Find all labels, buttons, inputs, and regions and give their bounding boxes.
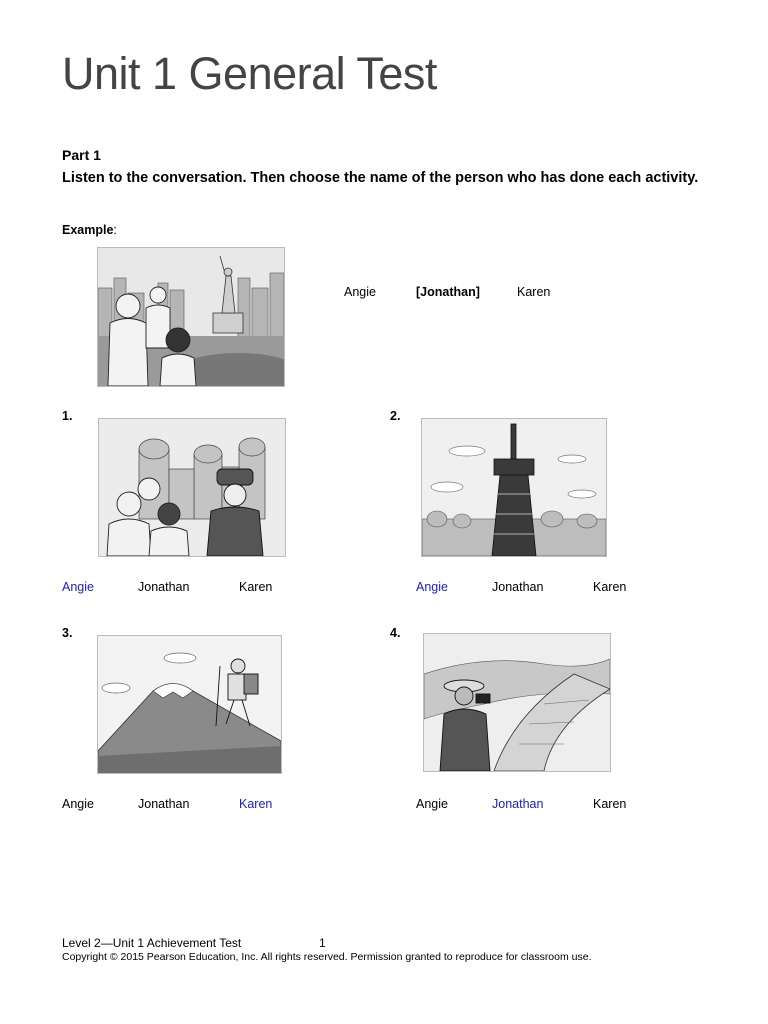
question-3-number: 3. xyxy=(62,626,73,640)
example-label-text: Example xyxy=(62,223,114,237)
page-number: 1 xyxy=(319,936,326,950)
question-4-number: 4. xyxy=(390,626,401,640)
example-option-karen[interactable]: Karen xyxy=(517,285,551,299)
question-1-option-angie[interactable]: Angie xyxy=(62,580,94,594)
question-3-option-karen[interactable]: Karen xyxy=(239,797,273,811)
example-label xyxy=(62,223,117,237)
question-2-option-angie[interactable]: Angie xyxy=(416,580,448,594)
great-wall-photographer-icon xyxy=(423,633,611,772)
instructions: Listen to the conversation. Then choose the name of the person who has done each activity. xyxy=(62,170,699,186)
statue-of-liberty-scene-icon xyxy=(97,247,285,387)
tower-of-london-guard-icon xyxy=(98,418,286,557)
question-2-option-karen[interactable]: Karen xyxy=(593,580,627,594)
question-4-option-jonathan[interactable]: Jonathan xyxy=(492,797,544,811)
example-label-colon: : xyxy=(113,223,117,237)
footer-copyright: Copyright © 2015 Pearson Education, Inc. All rights reserved. Permission granted to reproduce for classroom use. xyxy=(62,951,592,963)
page-title: Unit 1 General Test xyxy=(62,48,437,99)
question-4-option-karen[interactable]: Karen xyxy=(593,797,627,811)
question-3-option-jonathan[interactable]: Jonathan xyxy=(138,797,190,811)
part-label: Part 1 xyxy=(62,147,101,163)
question-2-number: 2. xyxy=(390,409,401,423)
question-1-option-karen[interactable]: Karen xyxy=(239,580,273,594)
question-4-option-angie[interactable]: Angie xyxy=(416,797,448,811)
question-2-option-jonathan[interactable]: Jonathan xyxy=(492,580,544,594)
example-option-angie[interactable]: Angie xyxy=(344,285,376,299)
footer-test-name: Level 2—Unit 1 Achievement Test xyxy=(62,936,242,950)
question-3-option-angie[interactable]: Angie xyxy=(62,797,94,811)
question-1-number: 1. xyxy=(62,409,73,423)
example-option-jonathan-answer[interactable]: [Jonathan] xyxy=(416,285,480,299)
mountain-hiker-icon xyxy=(97,635,282,774)
tower-skyline-icon xyxy=(421,418,607,557)
question-1-option-jonathan[interactable]: Jonathan xyxy=(138,580,190,594)
